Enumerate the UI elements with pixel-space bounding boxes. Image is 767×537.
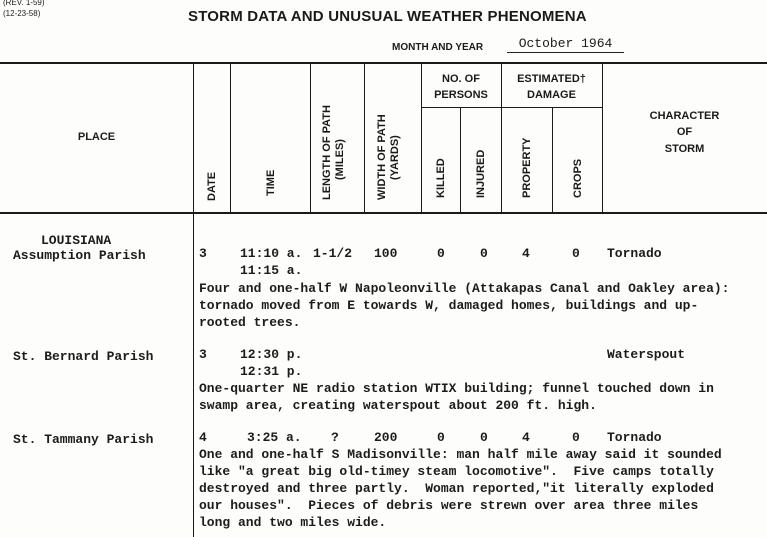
row-character: Waterspout [607,347,686,362]
header-injured: INJURED [475,149,487,198]
col-divider [310,62,311,212]
row-time-end: 11:15 a. [240,263,303,278]
row-injured: 0 [480,246,488,261]
row-time-end: 12:31 p. [240,364,303,379]
row-description-line: our houses". Pieces of debris were strewn over area three miles [199,498,699,513]
header-crops: CROPS [572,158,584,198]
row-description-line: swamp area, creating waterspout about 200 ft. high. [199,398,597,413]
col-divider [193,62,194,537]
row-description-line: destroyed and three partly. Woman reported,"it literally exploded [199,481,714,496]
header-length: LENGTH OF PATH [321,105,333,200]
col-divider [364,62,365,212]
row-property: 4 [522,430,530,445]
row-character: Tornado [607,430,662,445]
header-damage-line2: DAMAGE [527,89,576,101]
table-header-bottom-border [0,212,767,214]
header-character-line2: OF [676,126,693,138]
row-date: 3 [199,246,207,261]
sub-header-divider [421,107,602,108]
state-heading: LOUISIANA [41,233,112,248]
col-divider [460,108,461,212]
header-character-line1: CHARACTER [649,110,720,122]
month-year-label: MONTH AND YEAR [392,42,484,53]
row-description-line: rooted trees. [199,315,301,330]
form-revision-date: (12-23-58) [3,9,41,18]
row-injured: 0 [480,430,488,445]
row-length: ? [331,430,339,445]
form-revision: (REV. 1-59) [3,0,45,7]
col-divider [230,62,231,212]
header-length-unit: (MILES) [334,139,346,180]
header-place: PLACE [77,131,116,143]
month-year-value: October 1964 [507,36,624,53]
row-crops: 0 [572,430,580,445]
header-property: PROPERTY [521,137,533,198]
page-title: STORM DATA AND UNUSUAL WEATHER PHENOMENA [188,8,587,25]
row-time-start: 12:30 p. [240,347,303,362]
table-top-border [0,62,767,64]
col-divider [552,108,553,212]
row-time-start: 3:25 a. [247,430,302,445]
row-width: 100 [374,246,398,261]
header-persons-line2: PERSONS [434,89,488,101]
row-place: St. Bernard Parish [13,349,154,364]
header-width-unit: (YARDS) [389,135,401,180]
row-property: 4 [522,246,530,261]
row-place: Assumption Parish [13,248,146,263]
row-description-line: like "a great big old-timey steam locomotive". Five camps totally [199,464,714,479]
row-crops: 0 [572,246,580,261]
row-character: Tornado [607,246,662,261]
row-time-start: 11:10 a. [240,246,303,261]
row-killed: 0 [437,246,445,261]
row-place: St. Tammany Parish [13,432,154,447]
header-damage-line1: ESTIMATED† [517,73,586,85]
row-length: 1-1/2 [313,246,353,261]
row-description-line: One and one-half S Madisonville: man half mile away said it sounded [199,447,722,462]
header-time: TIME [265,169,277,196]
row-date: 3 [199,347,207,362]
row-description-line: long and two miles wide. [199,515,387,530]
header-width: WIDTH OF PATH [376,114,388,200]
header-character-line3: STORM [664,143,705,155]
row-description-line: tornado moved from E towards W, damaged homes, buildings and up- [199,298,699,313]
header-persons-line1: NO. OF [442,73,480,85]
header-killed: KILLED [435,158,447,198]
row-date: 4 [199,430,207,445]
row-width: 200 [374,430,398,445]
row-killed: 0 [437,430,445,445]
row-description-line: Four and one-half W Napoleonville (Attakapas Canal and Oakley area): [199,281,730,296]
row-description-line: One-quarter NE radio station WTIX building; funnel touched down in [199,381,714,396]
header-date: DATE [206,171,218,201]
